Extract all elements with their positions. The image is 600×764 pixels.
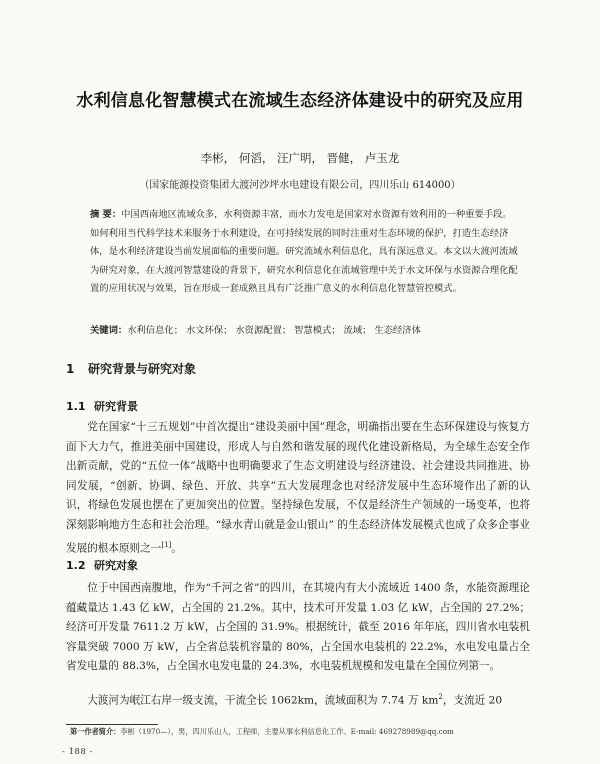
subsection-title: 研究对象 [94, 559, 138, 572]
citation-mark: [1] [161, 540, 172, 549]
abstract-label: 摘 要： [90, 209, 122, 220]
affiliation: （国家能源投资集团大渡河沙坪水电建设有限公司，四川乐山 614000） [139, 180, 461, 191]
keywords-text: 水利信息化； 水文环保； 水资源配置； 智慧模式； 流域； 生态经济体 [127, 325, 421, 336]
subsection-number: 1.1 [66, 400, 86, 413]
paragraph-end: 。 [171, 542, 182, 555]
section-number: 1 [66, 362, 75, 376]
abstract-text: 中国西南地区流域众多，水利资源丰富，而水力发电是国家对水资源有效利用的一种重要手段。如何利用当代科学技术来服务于水利建设，在可持续发展的同时注重对生态环境的保护，打造生态经济体，是水利经济建设当前发展面临的重要问题。研究流域水利信息化，具有深远意义。本文以大渡河流域为研究对象，在大渡河智慧建设的背景下，研究水利信息化在流域管理中关于水文环保与水资源合理化配置的应用状况与效果，旨在形成一套成熟且具有广泛推广意义的水利信息化智慧管控模式。 [90, 209, 518, 294]
subsection-heading-1-1 [66, 398, 138, 414]
subsection-number: 1.2 [66, 559, 86, 572]
subsection-heading-1-2 [66, 557, 138, 573]
section-heading-1 [66, 360, 196, 377]
footnote-divider [66, 724, 158, 725]
author-list: 李彬， 何滔， 汪广明， 晋健， 卢玉龙 [200, 151, 400, 165]
footnote-label: 第一作者简介： [70, 727, 121, 736]
page-number: - 188 - [62, 747, 93, 757]
keywords-label: 关键词： [90, 325, 128, 336]
paragraph-text-cont: ，支流近 20 [442, 694, 503, 707]
footnote [70, 727, 540, 737]
body-paragraph [66, 418, 530, 559]
subsection-title: 研究背景 [94, 400, 138, 413]
paragraph-text: 党在国家“十三五规划”中首次提出“建设美丽中国”理念，明确指出要在生态环保建设与恢复方面下大力气，推进美丽中国建设，形成人与自然和谐发展的现代化建设新格局，为全球生态安全作出新贡献，党的“五位一体”战略中也明确要求了生态文明建设与经济建设、社会建设共同推进、协同发展，“创新、协调、绿色、开放、共享”五大发展理念也对经济发展中生态环境作出了新的认识，将绿色发展也摆在了更加突出的位置。坚持绿色发展，不仅是经济生产领域的一场变革，也将深刻影响地方生态和社会治理。“绿水青山就是金山银山” 的生态经济体发展模式也成了众多企事业发展的根本原则之一 [66, 421, 530, 555]
paragraph-text: 大渡河为岷江右岸一级支流，干流全长 1062km，流域面积为 7.74 万 km [87, 694, 439, 707]
body-paragraph [66, 688, 530, 711]
footnote-text: 李彬（1970—），男，四川乐山人，工程师，主要从事水利信息化工作。E-mail: 469278989@qq.com [120, 727, 454, 736]
abstract [90, 206, 520, 299]
paper-title: 水利信息化智慧模式在流域生态经济体建设中的研究及应用 [76, 91, 524, 111]
keywords [90, 323, 520, 339]
body-paragraph: 位于中国西南腹地，作为“千河之省”的四川，在其境内有大小流域近 1400 条，水能资源理论蕴藏量达 1.43 亿 kW，占全国的 21.2%。其中，技术可开发量 1.03 亿 kW，占全国的 27.2%；经济可开发量 7611.2 万 kW，占全国的 31.9%。根据统计，截至 2016 年年底，四川省水电装机容量突破 7000 万 kW，占全省总装机容量的 80%，占全国水电装机的 22.2%，水电发电量占全省发电量的 88.3%，占全国水电发电量的 24.3%，水电装机规模和发电量在全国位列第一。 [66, 582, 530, 673]
section-title: 研究背景与研究对象 [88, 362, 197, 376]
superscript: 2 [438, 693, 443, 701]
